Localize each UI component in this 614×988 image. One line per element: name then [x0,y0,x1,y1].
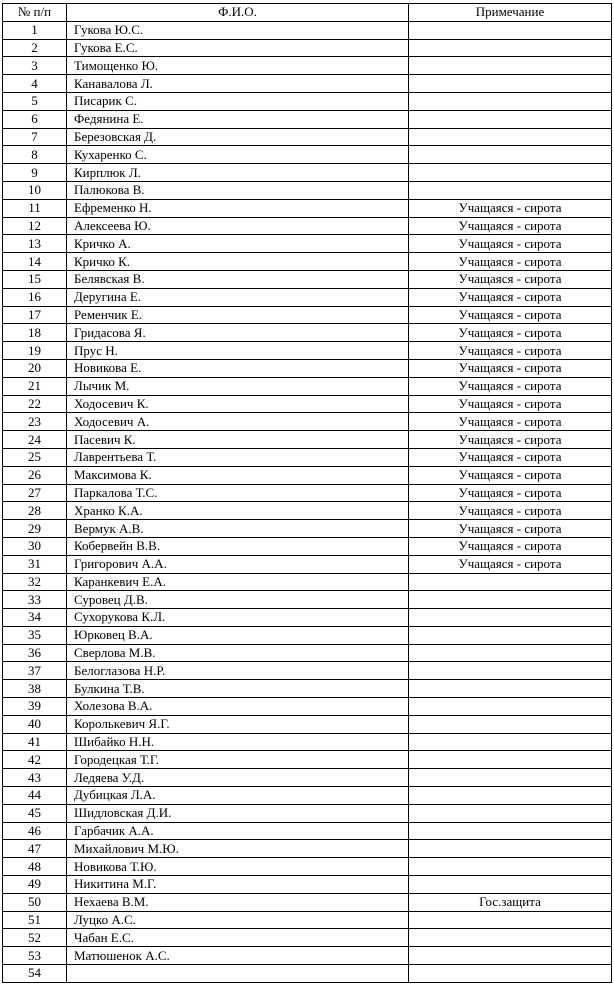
row-number: 22 [3,395,67,413]
row-number: 24 [3,431,67,449]
row-number: 37 [3,662,67,680]
table-row [3,644,612,662]
row-note: Учащаяся - сирота [409,288,612,306]
table-row [3,502,612,520]
row-note: Учащаяся - сирота [409,306,612,324]
row-note [409,128,612,146]
row-note [409,164,612,182]
row-name: Деругина Е. [67,288,409,306]
row-note: Учащаяся - сирота [409,377,612,395]
table-row [3,698,612,716]
row-number: 50 [3,893,67,911]
row-note [409,110,612,128]
row-name: Юрковец В.А. [67,626,409,644]
table-row [3,128,612,146]
row-name: Прус Н. [67,342,409,360]
table-row [3,235,612,253]
row-name: Кричко К. [67,253,409,271]
table-row [3,911,612,929]
table-row [3,395,612,413]
row-note [409,181,612,199]
row-note [409,39,612,57]
row-name: Канавалова Л. [67,75,409,93]
table-row [3,110,612,128]
row-name: Дубицкая Л.А. [67,787,409,805]
row-note [409,609,612,627]
row-note [409,858,612,876]
table-row [3,769,612,787]
table-row [3,199,612,217]
header-num: № п/п [3,4,67,22]
table-row [3,164,612,182]
row-name: Матюшенок А.С. [67,947,409,965]
row-number: 29 [3,520,67,538]
row-number: 43 [3,769,67,787]
row-note [409,92,612,110]
row-number: 11 [3,199,67,217]
row-number: 51 [3,911,67,929]
row-number: 15 [3,270,67,288]
row-name: Городецкая Т.Г. [67,751,409,769]
row-name: Гукова Е.С. [67,39,409,57]
row-name: Никитина М.Г. [67,876,409,894]
row-name: Палюкова В. [67,181,409,199]
row-note [409,644,612,662]
row-note [409,715,612,733]
table-row [3,377,612,395]
row-note [409,840,612,858]
row-name: Ходосевич А. [67,413,409,431]
row-note [409,804,612,822]
row-number: 47 [3,840,67,858]
row-number: 9 [3,164,67,182]
table-row [3,804,612,822]
row-name: Шибайко Н.Н. [67,733,409,751]
row-name: Пасевич К. [67,431,409,449]
header-row [3,4,612,22]
table-row [3,751,612,769]
table-row [3,253,612,271]
table-row [3,573,612,591]
table-row [3,217,612,235]
row-number: 48 [3,858,67,876]
row-name: Луцко А.С. [67,911,409,929]
table-row [3,822,612,840]
row-number: 16 [3,288,67,306]
table-row [3,680,612,698]
row-name: Кобервейн В.В. [67,537,409,555]
row-number: 31 [3,555,67,573]
row-number: 45 [3,804,67,822]
row-name: Кирплюк Л. [67,164,409,182]
row-number: 8 [3,146,67,164]
table-row [3,626,612,644]
table-row [3,39,612,57]
row-name: Королькевич Я.Г. [67,715,409,733]
row-note [409,822,612,840]
table-row [3,787,612,805]
row-name: Писарик С. [67,92,409,110]
row-note [409,751,612,769]
row-number: 36 [3,644,67,662]
row-note: Учащаяся - сирота [409,484,612,502]
row-name: Вермук А.В. [67,520,409,538]
row-number: 39 [3,698,67,716]
row-number: 26 [3,466,67,484]
row-number: 1 [3,21,67,39]
row-name: Каранкевич Е.А. [67,573,409,591]
row-name: Сухорукова К.Л. [67,609,409,627]
row-note: Учащаяся - сирота [409,502,612,520]
table-row [3,733,612,751]
row-number: 27 [3,484,67,502]
row-note [409,876,612,894]
row-name: Нехаева В.М. [67,893,409,911]
table-row [3,431,612,449]
table-row [3,75,612,93]
table-row [3,181,612,199]
row-note [409,57,612,75]
row-note [409,626,612,644]
row-note: Учащаяся - сирота [409,359,612,377]
row-note [409,698,612,716]
row-note: Учащаяся - сирота [409,217,612,235]
row-note [409,787,612,805]
row-number: 3 [3,57,67,75]
row-note [409,733,612,751]
row-number: 5 [3,92,67,110]
row-name: Алексеева Ю. [67,217,409,235]
row-note [409,947,612,965]
row-note: Учащаяся - сирота [409,235,612,253]
row-name: Холезова В.А. [67,698,409,716]
row-number: 54 [3,965,67,983]
table-row [3,858,612,876]
table-row [3,537,612,555]
row-name: Максимова К. [67,466,409,484]
row-name: Лычик М. [67,377,409,395]
table-row [3,359,612,377]
row-number: 21 [3,377,67,395]
table-row [3,306,612,324]
table-row [3,92,612,110]
row-number: 4 [3,75,67,93]
row-number: 20 [3,359,67,377]
table-body [3,21,612,982]
row-note [409,21,612,39]
row-note [409,573,612,591]
row-number: 2 [3,39,67,57]
row-number: 32 [3,573,67,591]
row-note: Учащаяся - сирота [409,555,612,573]
row-number: 25 [3,448,67,466]
row-number: 14 [3,253,67,271]
row-note: Учащаяся - сирота [409,413,612,431]
table-header [3,4,612,22]
row-name: Паркалова Т.С. [67,484,409,502]
table-row [3,876,612,894]
row-number: 49 [3,876,67,894]
row-note: Учащаяся - сирота [409,253,612,271]
row-name: Григорович А.А. [67,555,409,573]
row-number: 44 [3,787,67,805]
row-note [409,591,612,609]
table-row [3,893,612,911]
row-name: Белоглазова Н.Р. [67,662,409,680]
row-note: Учащаяся - сирота [409,395,612,413]
table-row [3,57,612,75]
row-number: 13 [3,235,67,253]
row-number: 53 [3,947,67,965]
header-name: Ф.И.О. [67,4,409,22]
row-number: 23 [3,413,67,431]
row-number: 6 [3,110,67,128]
row-number: 10 [3,181,67,199]
row-note: Учащаяся - сирота [409,324,612,342]
row-name: Сверлова М.В. [67,644,409,662]
row-note: Учащаяся - сирота [409,431,612,449]
row-name: Ходосевич К. [67,395,409,413]
table-row [3,324,612,342]
row-note [409,680,612,698]
row-name: Новикова Е. [67,359,409,377]
row-note [409,75,612,93]
table-row [3,520,612,538]
header-note: Примечание [409,4,612,22]
row-name: Кричко А. [67,235,409,253]
student-list-table [2,3,612,983]
row-name [67,965,409,983]
row-number: 35 [3,626,67,644]
row-note: Гос.защита [409,893,612,911]
table-row [3,484,612,502]
row-note: Учащаяся - сирота [409,199,612,217]
row-name: Новикова Т.Ю. [67,858,409,876]
table-row [3,448,612,466]
row-name: Кухаренко С. [67,146,409,164]
table-row [3,342,612,360]
row-number: 34 [3,609,67,627]
table-row [3,146,612,164]
row-name: Чабан Е.С. [67,929,409,947]
row-number: 38 [3,680,67,698]
row-name: Федянина Е. [67,110,409,128]
row-note: Учащаяся - сирота [409,537,612,555]
row-note [409,929,612,947]
row-note: Учащаяся - сирота [409,270,612,288]
row-name: Белявская В. [67,270,409,288]
table-row [3,929,612,947]
row-name: Тимощенко Ю. [67,57,409,75]
row-note: Учащаяся - сирота [409,520,612,538]
row-note [409,146,612,164]
row-number: 41 [3,733,67,751]
row-number: 46 [3,822,67,840]
row-name: Булкина Т.В. [67,680,409,698]
row-number: 12 [3,217,67,235]
row-number: 52 [3,929,67,947]
table-row [3,555,612,573]
table-row [3,21,612,39]
row-note: Учащаяся - сирота [409,448,612,466]
row-name: Гарбачик А.А. [67,822,409,840]
table-row [3,715,612,733]
row-number: 17 [3,306,67,324]
table-row [3,270,612,288]
table-row [3,609,612,627]
table-row [3,840,612,858]
row-note: Учащаяся - сирота [409,342,612,360]
row-number: 18 [3,324,67,342]
row-note [409,911,612,929]
row-note [409,662,612,680]
table-row [3,591,612,609]
row-name: Суровец Д.В. [67,591,409,609]
row-note [409,965,612,983]
row-name: Лаврентьева Т. [67,448,409,466]
row-number: 19 [3,342,67,360]
row-number: 28 [3,502,67,520]
row-number: 7 [3,128,67,146]
row-name: Ледяева У.Д. [67,769,409,787]
table-row [3,662,612,680]
row-name: Шидловская Д.И. [67,804,409,822]
table-row [3,466,612,484]
row-name: Гукова Ю.С. [67,21,409,39]
table-row [3,947,612,965]
row-number: 40 [3,715,67,733]
row-name: Ефременко Н. [67,199,409,217]
row-name: Березовская Д. [67,128,409,146]
row-number: 42 [3,751,67,769]
row-note: Учащаяся - сирота [409,466,612,484]
row-number: 30 [3,537,67,555]
row-name: Гридасова Я. [67,324,409,342]
row-number: 33 [3,591,67,609]
row-name: Ременчик Е. [67,306,409,324]
table-row [3,288,612,306]
table-row [3,965,612,983]
table-row [3,413,612,431]
row-note [409,769,612,787]
row-name: Михайлович М.Ю. [67,840,409,858]
row-name: Хранко К.А. [67,502,409,520]
